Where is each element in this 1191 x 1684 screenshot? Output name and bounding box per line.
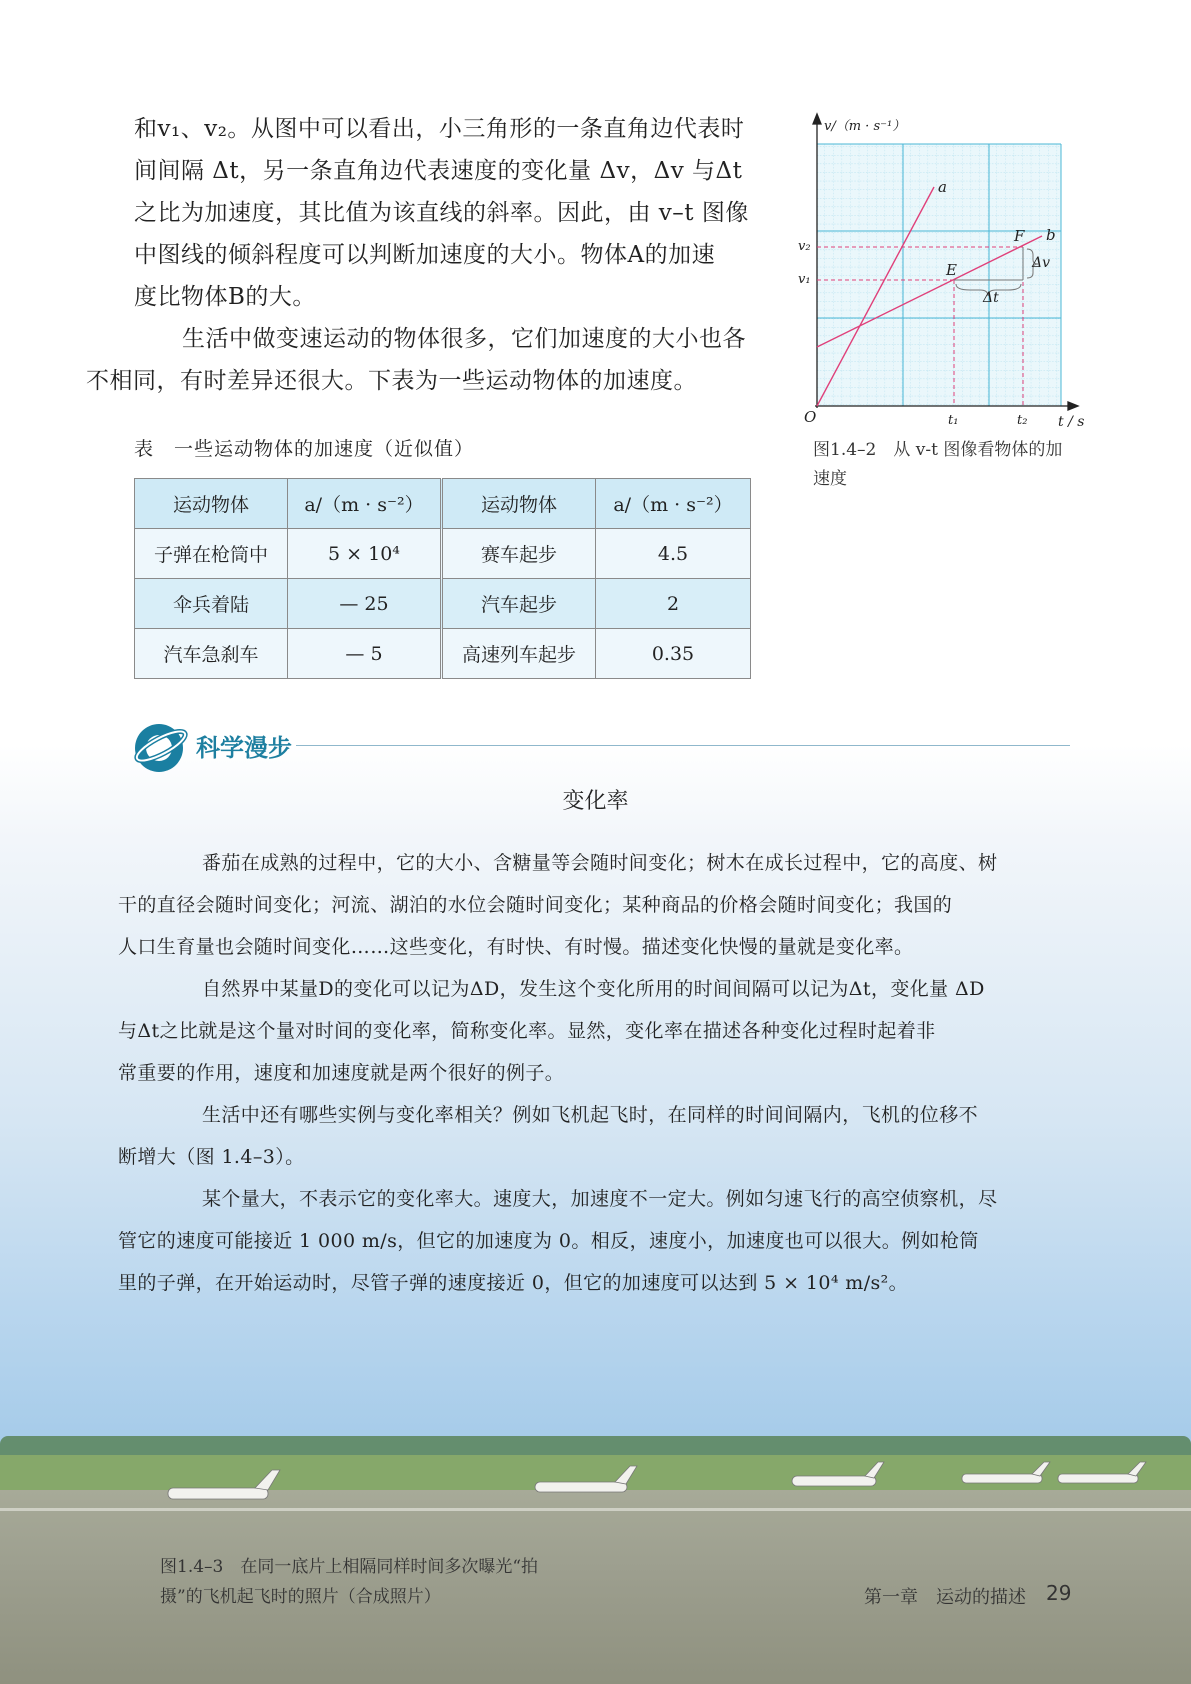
caption-line: 摄”的飞机起飞时的照片（合成照片）: [160, 1587, 441, 1607]
table-cell: 汽车急刹车: [135, 629, 288, 679]
paragraph: [118, 1178, 1046, 1304]
airplane: [1058, 1462, 1146, 1483]
paragraph: [118, 1094, 1046, 1178]
header-cell: 运动物体: [135, 479, 288, 529]
caption-line: 图1.4–3 在同一底片上相隔同样时间多次曝光“拍: [160, 1557, 539, 1577]
table-cell: 汽车起步: [442, 579, 596, 629]
line-a-label: a: [938, 178, 947, 196]
header-cell: a/（m · s⁻²）: [596, 479, 751, 529]
table-caption: 表 一些运动物体的加速度（近似值）: [134, 438, 475, 460]
paragraph-1: [134, 108, 752, 318]
v1-label: v₁: [798, 272, 811, 287]
table-cell: 子弹在枪筒中: [135, 529, 288, 579]
header-cell: a/（m · s⁻²）: [288, 479, 442, 529]
line: 断增大（图 1.4–3）。: [118, 1146, 305, 1168]
section-rule: [296, 745, 1070, 746]
line: 生活中还有哪些实例与变化率相关？例如飞机起飞时，在同样的时间间隔内，飞机的位移不: [202, 1104, 979, 1126]
line: 自然界中某量D的变化可以记为ΔD，发生这个变化所用的时间间隔可以记为Δt，变化量 ΔD: [202, 978, 985, 1000]
airplane: [962, 1462, 1050, 1483]
table-row: [135, 629, 751, 679]
chapter-footer: 第一章 运动的描述: [864, 1587, 1026, 1608]
figure-caption: [813, 436, 1073, 494]
vt-graph: [790, 112, 1090, 432]
line: 人口生育量也会随时间变化……这些变化，有时快、有时慢。描述变化快慢的量就是变化率。: [118, 936, 914, 958]
airplane: [535, 1466, 637, 1492]
table-cell: 0.35: [596, 629, 751, 679]
section-title: 变化率: [562, 789, 629, 814]
paragraph: [118, 842, 1046, 968]
body-text: [86, 108, 752, 402]
line: 之比为加速度，其比值为该直线的斜率。因此，由 v–t 图像: [134, 200, 749, 226]
table-cell: 5 × 10⁴: [288, 529, 442, 579]
airplanes-photo: [0, 1460, 1191, 1530]
dt-label: Δt: [983, 290, 999, 306]
line: 间间隔 Δt，另一条直角边代表速度的变化量 Δv，Δv 与Δt: [134, 158, 743, 184]
table-cell: 高速列车起步: [442, 629, 596, 679]
point-f-label: F: [1014, 227, 1025, 245]
section-body: [118, 842, 1046, 1304]
table-cell: 赛车起步: [442, 529, 596, 579]
line-b-label: b: [1046, 226, 1056, 244]
page-number: 29: [1046, 1581, 1072, 1605]
table-cell: 4.5: [596, 529, 751, 579]
line: 不相同，有时差异还很大。下表为一些运动物体的加速度。: [86, 368, 697, 394]
origin-label: O: [804, 408, 817, 426]
x-axis-label: t / s: [1058, 414, 1085, 430]
line: 常重要的作用，速度和加速度就是两个很好的例子。: [118, 1062, 565, 1084]
point-e-label: E: [946, 261, 957, 279]
line: 番茄在成熟的过程中，它的大小、含糖量等会随时间变化；树木在成长过程中，它的高度、树: [202, 852, 998, 874]
table-cell: 伞兵着陆: [135, 579, 288, 629]
header-cell: 运动物体: [442, 479, 596, 529]
acceleration-table: [134, 478, 751, 679]
line: 管它的速度可能接近 1 000 m/s，但它的加速度为 0。相反，速度小，加速度也可以很大。例如枪筒: [118, 1230, 979, 1252]
dv-label: Δv: [1032, 255, 1051, 271]
y-axis-label: v/（m · s⁻¹）: [824, 119, 906, 134]
paragraph-2: [86, 318, 752, 402]
photo-caption: [160, 1552, 600, 1612]
line: 里的子弹，在开始运动时，尽管子弹的速度接近 0，但它的加速度可以达到 5 × 10⁴ m/s²。: [118, 1272, 909, 1294]
airplane: [792, 1462, 884, 1486]
line: 某个量大，不表示它的变化率大。速度大，加速度不一定大。例如匀速飞行的高空侦察机，尽: [202, 1188, 998, 1210]
table-cell: — 25: [288, 579, 442, 629]
line: 度比物体B的大。: [134, 284, 316, 310]
table-cell: — 5: [288, 629, 442, 679]
caption-line: 速度: [813, 469, 847, 489]
table-cell: 2: [596, 579, 751, 629]
line: 和v₁、v₂。从图中可以看出，小三角形的一条直角边代表时: [134, 116, 745, 142]
section-label: 科学漫步: [196, 734, 292, 762]
line: 生活中做变速运动的物体很多，它们加速度的大小也各: [182, 326, 746, 352]
line: 与Δt之比就是这个量对时间的变化率，简称变化率。显然，变化率在描述各种变化过程时起着非: [118, 1020, 936, 1042]
table-header-row: [135, 479, 751, 529]
line: 干的直径会随时间变化；河流、湖泊的水位会随时间变化；某种商品的价格会随时间变化；我国的: [118, 894, 953, 916]
v2-label: v₂: [798, 239, 811, 254]
line: 中图线的倾斜程度可以判断加速度的大小。物体A的加速: [134, 242, 716, 268]
paragraph: [118, 968, 1046, 1094]
table-row: [135, 579, 751, 629]
t2-label: t₂: [1017, 413, 1028, 428]
airplane: [168, 1470, 280, 1499]
science-logo-icon: [132, 720, 190, 776]
caption-line: 图1.4–2 从 v-t 图像看物体的加: [813, 440, 1063, 460]
table-row: [135, 529, 751, 579]
t1-label: t₁: [948, 413, 959, 428]
